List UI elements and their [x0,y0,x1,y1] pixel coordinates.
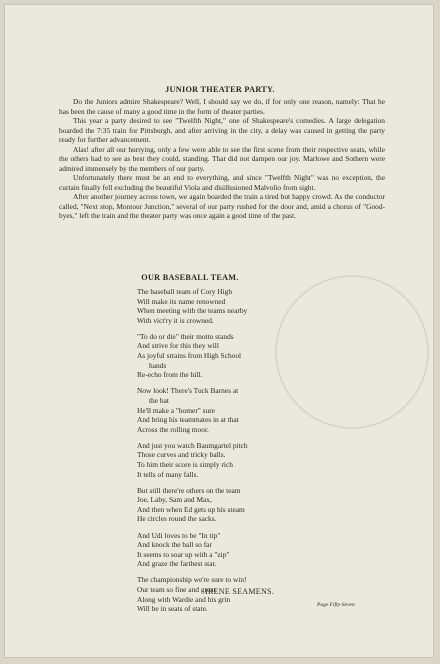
poem-line: the bat [149,395,169,405]
poem-line: He circles round the sacks. [137,514,217,524]
paragraph: Alas! after all our hurrying, only a few were able to see the first scene from their respective seats, while the others had to see as best they could, standing. That did not dampen our joy. Marlowe and Sothern were admired immensely by the members of our party. [59,144,385,173]
poem-line: And Udi loves to be "In tip" [137,530,221,540]
yearbook-page [4,4,434,658]
poem-line: But still there're others on the team [137,485,241,495]
poem-stanza [137,531,307,569]
paragraph: After another journey across town, we again boarded the train a tired but happy crowd. As the conductor called, "Next stop, Montour Junction," several of our party rushed for the door and, amid a chorus of "Good-byes," left the train and the theater party was once again a good time of the past. [59,192,385,220]
poem-stanza [137,386,307,434]
page-number: Page Fifty-Seven [317,602,355,608]
paragraph: Do the Juniors admire Shakespeare? Well, I should say we do, if for only one reason, namely: That he has been the cause of many a good time in the form of theater parties. [59,97,385,116]
poem-line: And then when Ed gets up his steam [137,504,245,514]
poem-line: Re-echo from the hill. [137,370,203,380]
poem-line: hands [149,360,167,370]
poem-stanza [137,287,307,325]
paragraph: Unfortunately there must be an end to everything, and since "Twelfth Night" was no exception, the curtain finally fell excluding the beautiful Viola and disillusioned Malvolio from sight. [59,173,385,192]
poem-line: And bring his teammates in at that [137,415,239,425]
poem-stanza [137,441,307,479]
poem-line: The baseball team of Cory High [137,287,233,296]
poem-line: Will be in seats of state. [137,604,208,614]
poem-line: As joyful strains from High School [137,351,242,361]
poem-line: He'll make a "homer" sure [137,405,215,415]
baseball-poem [137,287,307,620]
poem-line: Those curves and tricky balls. [137,450,226,460]
author-signature: IRENE SEAMENS. [205,587,275,596]
poem-line: Across the rolling moor. [137,424,209,434]
poem-line: It tells of many falls. [137,469,199,479]
poem-line: When meeting with the teams nearby [137,306,248,316]
theater-article-body [59,97,385,221]
poem-line: And knock the ball so far [137,540,212,550]
poem-line: The championship we're sure to win! [137,575,247,585]
poem-line: Now look! There's Tuck Barnes at [137,386,239,396]
poem-line: And just you watch Baumgartel pitch [137,440,248,450]
poem-line: And graze the farthest star. [137,559,217,569]
poem-stanza [137,486,307,524]
poem-line: It seems to soar up with a "zip" [137,549,230,559]
poem-line: Our team so fine and great [137,585,216,595]
article-title-theater: JUNIOR THEATER PARTY. [165,85,275,94]
poem-line: Will make its name renowned [137,296,226,306]
poem-line: And strive for this they will [137,341,219,351]
poem-line: To him their score is simply rich [137,460,233,469]
article-title-baseball: OUR BASEBALL TEAM. [141,273,239,282]
poem-stanza [137,332,307,380]
poem-line: Joe, Laby, Sam and Max, [137,495,212,505]
poem-line: Along with Wardie and his grin [137,594,231,604]
paragraph: This year a party desired to see "Twelfth Night," one of Shakespeare's comedies. A large delegation boarded the 7:35 train for Pittsburgh, and after arriving in the city, a delay was caused in getting the party ready for further advancement. [59,116,385,144]
poem-line: "To do or die" their motto stands [137,331,234,341]
poem-line: With vict'ry it is crowned. [137,315,214,325]
